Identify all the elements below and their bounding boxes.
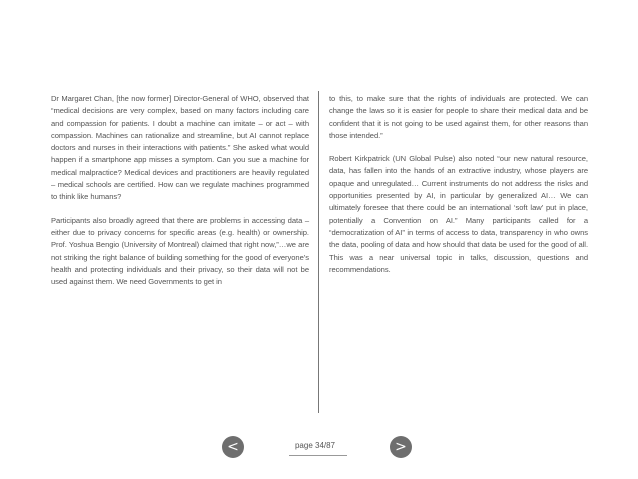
- paragraph-chan-quote: Dr Margaret Chan, [the now former] Director-General of WHO, observed that “medical decisions are very complex, based on many factors including care and compassion for patients. I doubt a machine can imitate – or act – with compassion. Machines can rationalize and streamline, but AI cannot replace doctors and nurses in their interactions with patients.” She asked what would happen if a smartphone app misses a symptom. Can you sue a machine for medical malpractice? Medical devices and practitioners are heavily regulated – medical schools are certified. How can we regulate machines programmed to think like humans?: [51, 94, 309, 202]
- column-divider: [318, 91, 319, 413]
- paragraph-legal-rights: to this, to make sure that the rights of individuals are protected. We can change the laws so it is easier for people to share their medical data and be confident that it is not going to be used against them, for other reasons than those intended.”: [329, 94, 588, 140]
- previous-page-button[interactable]: <: [222, 436, 244, 458]
- right-column: [329, 93, 588, 287]
- page-indicator: page 34/87: [294, 441, 336, 450]
- paragraph-kirkpatrick-quote: Robert Kirkpatrick (UN Global Pulse) also noted “our new natural resource, data, has fallen into the hands of an extractive industry, whose players are opaque and unregulated… Current instruments do not address the risks and opportunities presented by AI, in particular by generalized AI… We can ultimately foresee that there could be an international ‘soft law’ put in place, potentially a Convention on AI.” Many participants called for a “democratization of AI” in terms of access to data, transparency in who owns the data, pooling of data and how should that data be used for the good of all. This was a near universal topic in talks, discussion, questions and recommendations.: [329, 154, 588, 274]
- page-indicator-underline: [289, 455, 347, 456]
- left-column: [51, 93, 309, 299]
- paragraph-data-access: Participants also broadly agreed that there are problems in accessing data – either due to privacy concerns for specific areas (e.g. health) or ownership. Prof. Yoshua Bengio (University of Montreal) claimed that right now,”…we are not striking the right balance of building something for the good of everyone’s health and protecting individuals and their privacy, so their data will not be used against them. We need Governments to get in: [51, 215, 309, 287]
- next-page-button[interactable]: >: [390, 436, 412, 458]
